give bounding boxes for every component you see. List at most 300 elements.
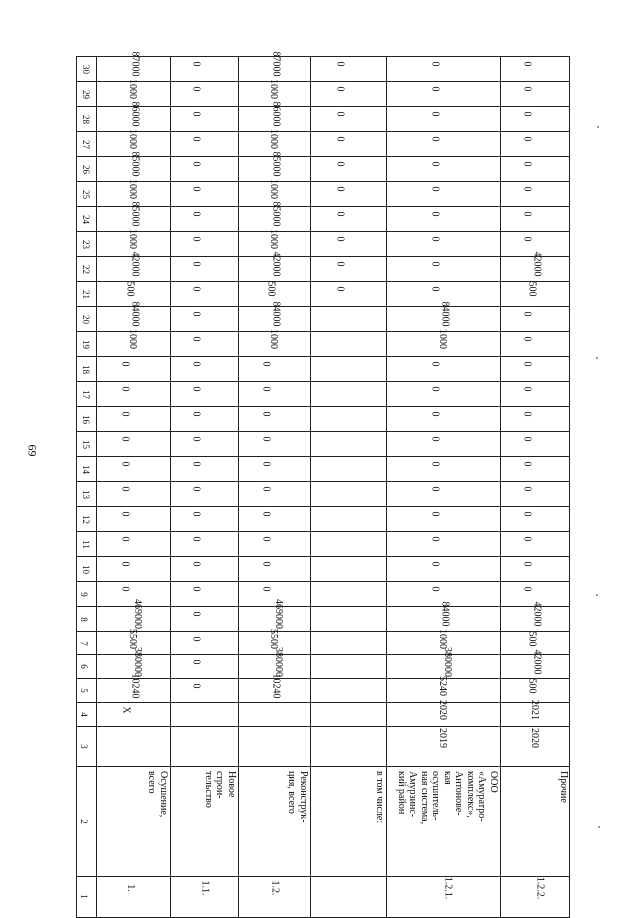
value-cell-text: 0	[190, 186, 202, 192]
value-cell-text: 5240	[437, 676, 448, 696]
table-cell	[96, 673, 170, 703]
table-cell	[310, 332, 386, 357]
value-cell-text: 1000	[127, 229, 138, 249]
table-cell	[170, 679, 238, 703]
table-cell	[500, 407, 570, 432]
table-cell	[96, 877, 170, 917]
value-cell-text: 0	[119, 386, 131, 392]
table-cell	[310, 607, 386, 632]
value-cell-text: 84000	[439, 601, 451, 627]
row-heading: Осушение, всего	[146, 771, 169, 818]
value-cell-text: 0	[429, 361, 441, 367]
table-cell	[76, 232, 96, 257]
table-cell	[500, 767, 570, 877]
column-number: 12	[81, 514, 91, 524]
table-row	[76, 151, 570, 182]
table-cell	[170, 607, 238, 632]
column-number: 24	[81, 214, 91, 224]
value-cell-text: 0	[190, 659, 202, 665]
table-cell	[310, 357, 386, 382]
column-number: 3	[78, 744, 89, 749]
value-cell-text: 0	[334, 236, 346, 242]
value-cell-text: 0	[190, 136, 202, 142]
column-number: 18	[81, 364, 91, 374]
table-cell	[310, 182, 386, 207]
table-cell	[76, 257, 96, 282]
table-cell	[76, 207, 96, 232]
table-cell	[76, 482, 96, 507]
table-cell	[96, 703, 170, 727]
value-cell-text: 2021	[529, 700, 540, 720]
value-cell-text: 0	[429, 386, 441, 392]
table-row	[76, 456, 570, 482]
table-cell	[170, 357, 238, 382]
table-cell	[500, 557, 570, 582]
value-cell-text: 86000	[270, 101, 282, 127]
value-cell-text: 0	[190, 111, 202, 117]
value-cell-text: 0	[119, 511, 131, 517]
table-cell	[238, 251, 310, 282]
table-cell	[170, 532, 238, 557]
table-cell	[96, 727, 170, 767]
value-cell-text: 469000	[273, 599, 284, 629]
value-cell-text: 0	[521, 486, 533, 492]
value-cell-text: 0	[190, 586, 202, 592]
value-cell-text: 0	[334, 261, 346, 267]
table-cell	[76, 582, 96, 607]
column-number: 20	[81, 314, 91, 324]
table-cell	[386, 132, 500, 157]
table-cell	[76, 655, 96, 679]
table-cell	[96, 251, 170, 282]
value-cell-text: 0	[429, 561, 441, 567]
table-cell	[76, 282, 96, 307]
table-row	[76, 431, 570, 457]
table-cell	[310, 557, 386, 582]
value-cell-text: 87000	[129, 51, 141, 77]
value-cell-text: 0	[260, 411, 272, 417]
table-cell	[76, 82, 96, 107]
value-cell-text: 0	[429, 286, 441, 292]
table-cell	[96, 407, 170, 432]
table-cell	[310, 157, 386, 182]
value-cell-text: 1000	[127, 79, 138, 99]
table-cell	[238, 432, 310, 457]
table-cell	[170, 557, 238, 582]
table-cell	[96, 382, 170, 407]
table-cell	[238, 727, 310, 767]
value-cell-text: 42000	[129, 251, 141, 277]
value-cell-text: 85000	[129, 201, 141, 227]
value-cell-text: 0	[429, 161, 441, 167]
value-cell-text: 0	[334, 86, 346, 92]
table-cell	[238, 507, 310, 532]
value-cell-text: 0	[190, 461, 202, 467]
value-cell-text: 0	[190, 86, 202, 92]
value-cell-text: 0	[429, 61, 441, 67]
table-cell	[310, 507, 386, 532]
row-code: 1.	[124, 884, 136, 892]
table-cell	[500, 457, 570, 482]
column-number: 10	[81, 564, 91, 574]
table-cell	[96, 767, 170, 877]
table-cell	[170, 727, 238, 767]
table-row	[76, 531, 570, 557]
table-row	[76, 599, 570, 632]
table-cell	[96, 482, 170, 507]
value-cell-text: 0	[429, 136, 441, 142]
column-number: 6	[78, 664, 89, 669]
value-cell-text: 1000	[127, 179, 138, 199]
table-cell	[76, 407, 96, 432]
value-cell-text: 0	[119, 461, 131, 467]
value-cell-text: 500	[526, 678, 538, 694]
table-cell	[310, 679, 386, 703]
table-cell	[386, 157, 500, 182]
table-cell	[238, 557, 310, 582]
value-cell-text: 0	[429, 411, 441, 417]
value-cell-text: 0	[190, 411, 202, 417]
table-cell	[76, 457, 96, 482]
column-number: 16	[81, 414, 91, 424]
value-cell-text: 0	[334, 136, 346, 142]
value-cell-text: 0	[429, 436, 441, 442]
table-cell	[386, 407, 500, 432]
table-row	[76, 766, 570, 877]
column-number: 11	[80, 539, 91, 549]
table-cell	[386, 507, 500, 532]
table-cell	[310, 532, 386, 557]
value-cell-text: 0	[521, 536, 533, 542]
table-cell	[170, 407, 238, 432]
table-cell	[76, 679, 96, 703]
value-cell-text: 0	[260, 436, 272, 442]
table-cell	[76, 632, 96, 655]
value-cell-text: 0	[334, 161, 346, 167]
column-number: 15	[81, 439, 91, 449]
value-cell-text: 0	[521, 236, 533, 242]
scan-mark	[597, 126, 599, 128]
table-cell	[170, 157, 238, 182]
table-cell	[238, 532, 310, 557]
table-cell	[170, 182, 238, 207]
row-code: 1.2.1.	[442, 876, 454, 900]
value-cell-text: 0	[260, 361, 272, 367]
table-cell	[76, 132, 96, 157]
table-cell	[170, 877, 238, 917]
table-cell	[310, 582, 386, 607]
value-cell-text: 0	[190, 436, 202, 442]
value-cell-text: 500	[526, 281, 538, 297]
table-cell	[76, 157, 96, 182]
table-row	[76, 101, 570, 132]
column-number: 26	[81, 164, 91, 174]
value-cell-text: 0	[260, 486, 272, 492]
row-code: 1.2.2.	[534, 876, 546, 900]
value-cell-text: 85000	[270, 201, 282, 227]
table-cell	[500, 282, 570, 307]
value-cell-text: 42000	[531, 251, 543, 277]
table-row	[76, 647, 570, 679]
table-cell	[386, 57, 500, 82]
column-number: 29	[81, 89, 91, 99]
value-cell-text: 0	[521, 361, 533, 367]
value-cell-text: 2019	[437, 728, 448, 748]
table-cell	[76, 57, 96, 82]
value-cell-text: 0	[334, 111, 346, 117]
table-row	[76, 301, 570, 332]
value-cell-text: 500	[526, 631, 538, 647]
table-cell	[500, 57, 570, 82]
table-row	[76, 581, 570, 607]
table-cell	[238, 329, 310, 357]
column-number: 2	[78, 819, 89, 824]
table-cell	[238, 703, 310, 727]
table-row	[76, 281, 570, 307]
value-cell-text: 1000	[268, 229, 279, 249]
table-cell	[310, 482, 386, 507]
table-cell	[170, 307, 238, 332]
row-code: 1.1.	[199, 880, 211, 896]
table-cell	[170, 507, 238, 532]
column-number: 27	[81, 139, 91, 149]
table-row	[76, 251, 570, 282]
column-number: 7	[78, 640, 89, 646]
value-cell-text: 10240	[129, 673, 141, 699]
table-row	[76, 702, 570, 727]
table-row	[76, 231, 570, 257]
value-cell-text: 0	[260, 536, 272, 542]
table-cell	[500, 251, 570, 282]
table-cell	[386, 457, 500, 482]
table-row	[76, 506, 570, 532]
table-row	[76, 201, 570, 232]
table-cell	[96, 532, 170, 557]
value-cell-text: 84000	[270, 301, 282, 327]
table-cell	[310, 767, 386, 877]
table-cell	[238, 357, 310, 382]
value-cell-text: 85000	[270, 151, 282, 177]
row-heading: Реконструк- ция, всего	[286, 771, 309, 823]
value-cell-text: 0	[429, 261, 441, 267]
table-cell	[170, 482, 238, 507]
value-cell-text: 0	[190, 611, 202, 617]
table-row	[76, 51, 570, 82]
value-cell-text: 1000	[127, 129, 138, 149]
column-number: 14	[81, 464, 91, 474]
table-cell	[170, 582, 238, 607]
table-cell	[76, 432, 96, 457]
table-row	[76, 406, 570, 432]
value-cell-text: 0	[429, 86, 441, 92]
page-number: 69	[25, 444, 40, 457]
value-cell-text: 0	[190, 61, 202, 67]
table-cell	[500, 157, 570, 182]
column-number: 25	[81, 189, 91, 199]
table-cell	[76, 607, 96, 632]
table-cell	[310, 407, 386, 432]
table-cell	[76, 307, 96, 332]
table-cell	[386, 82, 500, 107]
value-cell-text: 0	[190, 311, 202, 317]
value-cell-text: 0	[334, 286, 346, 292]
table-row	[76, 356, 570, 382]
value-cell-text: 0	[119, 561, 131, 567]
value-cell-text: 0	[190, 211, 202, 217]
value-cell-text: 42000	[531, 601, 543, 627]
table-cell	[170, 107, 238, 132]
value-cell-text: 10240	[270, 673, 282, 699]
table-cell	[386, 767, 500, 877]
column-number: 1	[78, 894, 89, 899]
table-cell	[96, 507, 170, 532]
table-cell	[238, 767, 310, 877]
value-cell-text: 1000	[268, 329, 279, 349]
value-cell-text: 0	[521, 511, 533, 517]
value-cell-text: 0	[334, 61, 346, 67]
table-cell	[500, 82, 570, 107]
value-cell-text: 380000	[132, 647, 143, 677]
column-number: 23	[81, 239, 91, 249]
scan-mark	[596, 357, 598, 359]
table-cell	[76, 727, 96, 767]
value-cell-text: 0	[521, 211, 533, 217]
table-row	[76, 876, 570, 918]
table-cell	[96, 557, 170, 582]
value-cell-text: 0	[429, 586, 441, 592]
value-cell-text: 0	[190, 261, 202, 267]
table-row	[76, 631, 570, 655]
value-cell-text: 0	[429, 186, 441, 192]
value-cell-text: 5500	[268, 629, 279, 649]
value-cell-text: 380000	[273, 647, 284, 677]
table-cell	[170, 282, 238, 307]
value-cell-text: 0	[260, 586, 272, 592]
table-cell	[170, 382, 238, 407]
table-cell	[500, 432, 570, 457]
table-cell	[310, 703, 386, 727]
table-cell	[170, 767, 238, 877]
value-cell-text: 0	[190, 683, 202, 689]
value-cell-text: 86000	[129, 101, 141, 127]
table-cell	[386, 107, 500, 132]
value-cell-text: 0	[521, 186, 533, 192]
table-cell	[76, 332, 96, 357]
table-cell	[310, 107, 386, 132]
table-cell	[500, 382, 570, 407]
value-cell-text: 500	[124, 281, 136, 297]
table-cell	[76, 182, 96, 207]
value-cell-text: 0	[190, 486, 202, 492]
table-cell	[500, 207, 570, 232]
column-number: 30	[81, 64, 91, 74]
table-cell	[238, 673, 310, 703]
table-cell	[76, 107, 96, 132]
value-cell-text: 0	[521, 336, 533, 342]
value-cell-text: 0	[260, 511, 272, 517]
column-number: 22	[81, 264, 91, 274]
value-cell-text: 0	[119, 536, 131, 542]
table-cell	[238, 407, 310, 432]
table-row	[76, 556, 570, 582]
table-cell	[500, 700, 570, 727]
table-cell	[76, 557, 96, 582]
value-cell-text: 2020	[437, 700, 448, 720]
value-cell-text: 500	[265, 281, 277, 297]
table-cell	[310, 232, 386, 257]
table-cell	[386, 432, 500, 457]
table-cell	[500, 357, 570, 382]
table-cell	[76, 703, 96, 727]
data-table	[76, 51, 570, 900]
column-number: 4	[78, 712, 89, 717]
table-cell	[310, 307, 386, 332]
value-cell-text: 0	[429, 536, 441, 542]
table-row	[76, 481, 570, 507]
table-cell	[310, 632, 386, 655]
value-cell-text: 0	[190, 336, 202, 342]
value-cell-text: 0	[521, 411, 533, 417]
table-cell	[386, 700, 500, 727]
table-cell	[170, 703, 238, 727]
value-cell-text: 0	[429, 486, 441, 492]
row-heading: Новое строи- тельство	[203, 771, 237, 808]
value-cell-text: 0	[521, 111, 533, 117]
value-cell-text: 84000	[439, 301, 451, 327]
value-cell-text: 0	[190, 286, 202, 292]
value-cell-text: 0	[521, 561, 533, 567]
table-cell	[96, 357, 170, 382]
table-cell	[500, 332, 570, 357]
table-cell	[96, 329, 170, 357]
scan-mark	[596, 594, 598, 596]
column-number: 19	[81, 339, 91, 349]
table-row	[76, 331, 570, 357]
table-cell	[386, 207, 500, 232]
table-cell	[170, 232, 238, 257]
value-cell-text: 0	[190, 386, 202, 392]
table-cell	[96, 432, 170, 457]
value-cell-text: 469000	[132, 599, 143, 629]
table-cell	[386, 382, 500, 407]
table-cell	[500, 877, 570, 917]
table-cell	[500, 482, 570, 507]
value-cell-text: 0	[429, 111, 441, 117]
table-cell	[386, 232, 500, 257]
table-cell	[386, 357, 500, 382]
table-cell	[500, 107, 570, 132]
value-cell-text: 0	[334, 211, 346, 217]
value-cell-text: 0	[521, 86, 533, 92]
value-cell-text: 0	[521, 311, 533, 317]
table-cell	[386, 727, 500, 767]
table-cell	[310, 655, 386, 679]
value-cell-text: 0	[190, 536, 202, 542]
value-cell-text: 42000	[270, 251, 282, 277]
value-cell-text: 0	[190, 361, 202, 367]
value-cell-text: 0	[521, 161, 533, 167]
table-row	[76, 673, 570, 703]
table-row	[76, 81, 570, 107]
table-cell	[170, 57, 238, 82]
value-cell-text: 0	[521, 386, 533, 392]
value-cell-text: 0	[429, 236, 441, 242]
table-cell	[170, 257, 238, 282]
table-cell	[500, 182, 570, 207]
table-cell	[310, 432, 386, 457]
table-row	[76, 381, 570, 407]
table-cell	[310, 132, 386, 157]
